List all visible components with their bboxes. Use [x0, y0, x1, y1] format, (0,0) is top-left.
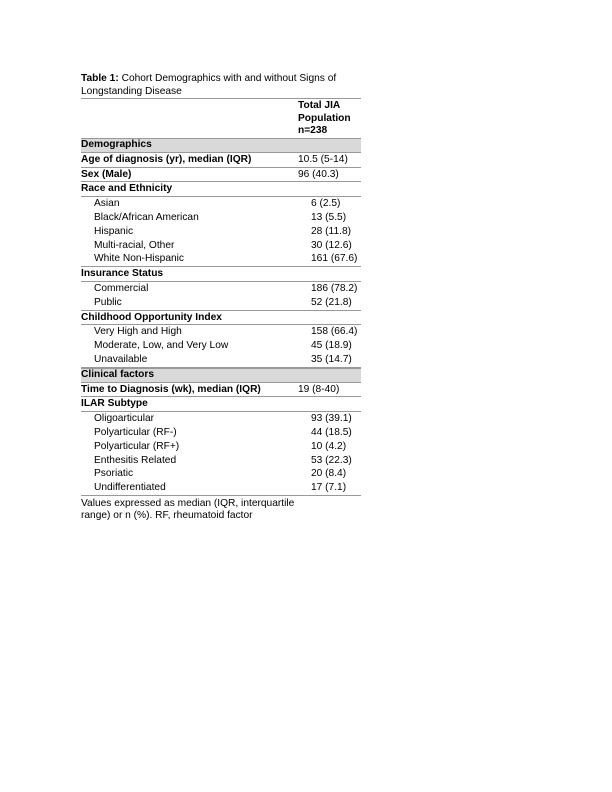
summary-row	[81, 168, 361, 183]
row-label: Multi-racial, Other	[94, 239, 175, 251]
row-value: 35 (14.7)	[311, 354, 352, 366]
row-label: Age of diagnosis (yr), median (IQR)	[81, 153, 252, 165]
table-row	[81, 481, 361, 496]
table-body	[81, 138, 361, 496]
row-label: Moderate, Low, and Very Low	[94, 340, 229, 352]
demographics-table	[81, 73, 361, 523]
row-value: 45 (18.9)	[311, 340, 352, 352]
table-row	[81, 325, 361, 339]
subgroup-header	[81, 311, 361, 326]
row-label: Hispanic	[94, 225, 134, 237]
row-value: 20 (8.4)	[311, 468, 347, 480]
row-value: 10 (4.2)	[311, 440, 347, 452]
table-row	[81, 211, 361, 225]
row-value: 52 (21.8)	[311, 296, 352, 308]
column-header-row	[81, 98, 361, 138]
row-value: 96 (40.3)	[298, 168, 339, 180]
column-header-line-2: Population	[298, 112, 351, 124]
row-label: White Non-Hispanic	[94, 253, 185, 265]
row-value: 13 (5.5)	[311, 212, 347, 224]
row-label: Sex (Male)	[81, 168, 132, 180]
row-value: 17 (7.1)	[311, 482, 347, 494]
section-header	[81, 368, 361, 383]
table-row	[81, 440, 361, 454]
table-row	[81, 197, 361, 211]
row-value: 19 (8-40)	[298, 383, 340, 395]
row-label: Demographics	[81, 139, 152, 151]
table-row	[81, 353, 361, 368]
subgroup-header	[81, 267, 361, 282]
table-row	[81, 239, 361, 253]
row-value: 161 (67.6)	[311, 253, 358, 265]
table-row	[81, 426, 361, 440]
row-value: 53 (22.3)	[311, 454, 352, 466]
row-value: 186 (78.2)	[311, 283, 358, 295]
row-label: Asian	[94, 198, 120, 210]
table-row	[81, 339, 361, 353]
row-value: 44 (18.5)	[311, 427, 352, 438]
row-label: Clinical factors	[81, 368, 155, 380]
subgroup-header	[81, 397, 361, 412]
row-value: 10.5 (5-14)	[298, 153, 348, 165]
section-header	[81, 138, 361, 153]
table-footnote: Values expressed as median (IQR, interquartile range) or n (%). RF, rheumatoid factor	[81, 497, 295, 522]
table-row	[81, 282, 361, 296]
row-value: 30 (12.6)	[311, 239, 352, 251]
row-label: Time to Diagnosis (wk), median (IQR)	[81, 383, 261, 395]
row-label: Enthesitis Related	[94, 454, 177, 466]
row-label: Public	[94, 296, 122, 308]
row-label: ILAR Subtype	[81, 398, 148, 410]
row-value: 158 (66.4)	[311, 326, 358, 338]
column-header-line-3: n=238	[298, 125, 328, 137]
row-label: Race and Ethnicity	[81, 183, 173, 195]
table-row	[81, 252, 361, 267]
table-row	[81, 467, 361, 481]
table-row	[81, 296, 361, 311]
table-caption	[81, 73, 361, 98]
table-row	[81, 454, 361, 468]
row-label: Undifferentiated	[94, 482, 166, 494]
row-label: Insurance Status	[81, 268, 164, 280]
table-row	[81, 412, 361, 426]
row-label: Oligoarticular	[94, 413, 155, 425]
subgroup-header	[81, 182, 361, 197]
row-value: 93 (39.1)	[311, 413, 352, 425]
row-value: 6 (2.5)	[311, 198, 341, 210]
row-label: Commercial	[94, 283, 149, 295]
row-label: Unavailable	[94, 354, 148, 366]
summary-row	[81, 383, 361, 398]
row-label: Psoriatic	[94, 468, 134, 480]
row-label: Childhood Opportunity Index	[81, 311, 222, 323]
row-label: Polyarticular (RF-)	[94, 427, 177, 438]
caption-label: Table 1:	[81, 73, 119, 84]
row-value: 28 (11.8)	[311, 225, 352, 237]
table-row	[81, 225, 361, 239]
summary-row	[81, 153, 361, 168]
column-header-line-1: Total JIA	[298, 100, 341, 112]
caption-text: Cohort Demographics with and without Signs of Longstanding Disease	[81, 73, 337, 97]
row-label: Black/African American	[94, 212, 199, 224]
row-label: Polyarticular (RF+)	[94, 440, 180, 452]
row-label: Very High and High	[94, 326, 182, 338]
column-header	[298, 100, 361, 138]
